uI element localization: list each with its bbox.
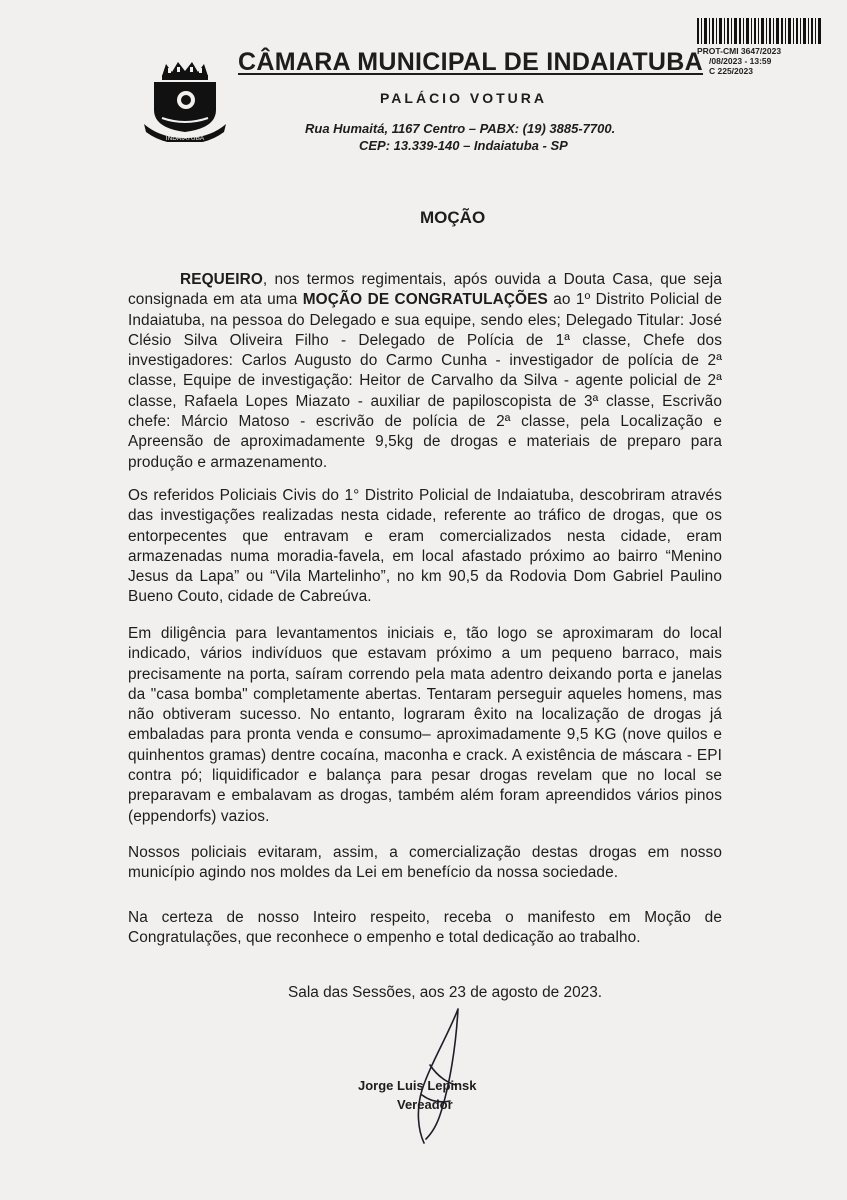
paragraph-request-text-2: ao 1º Distrito Policial de Indaiatuba, na pessoa do Delegado e sua equipe, sendo eles; Delegado Titular: José Clésio Silva Oliveira Filho - Delegado de Polícia de 1ª classe, Chefe dos investigadores: Carlos Augusto do Carmo Cunha - investigador de polícia de 2ª classe, Equipe de investigação: Heitor de Carvalho da Silva - agente policial de 2ª classe, Rafaela Lopes Miazato - auxiliar de papiloscopista de 3ª classe, Escrivão chefe: Márcio Matoso - escrivão de polícia de 2ª classe, pela Localização e Apreensão de aproximadamente 9,5kg de drogas e materiais de preparo para produção e armazenamento.: [128, 291, 722, 471]
paragraph-request: [128, 270, 722, 473]
handwritten-signature: [400, 1005, 480, 1145]
palace-name: PALÁCIO VOTURA: [380, 90, 547, 106]
paragraph-outcome: Nossos policiais evitaram, assim, a comercialização destas drogas em nosso município agindo nos moldes da Lei em benefício da nossa sociedade.: [128, 844, 722, 882]
signatory-role: Vereador: [397, 1097, 453, 1112]
protocol-number: PROT-CMI 3647/2023: [697, 46, 782, 56]
request-keyword: REQUEIRO: [180, 271, 263, 288]
city-coat-of-arms-icon: [140, 60, 230, 142]
protocol-stamp: [697, 46, 781, 76]
paragraph-request-text-1: , nos termos regimentais, após ouvida a Douta Casa, que seja consignada em ata uma: [128, 271, 722, 309]
address-line-1: Rua Humaitá, 1167 Centro – PABX: (19) 3885-7700.: [305, 121, 616, 136]
signatory-name: Jorge Luis Lepinsk: [358, 1078, 477, 1093]
crest-banner-text: INDAIATUBA: [165, 135, 205, 142]
paragraph-respect: Na certeza de nosso Inteiro respeito, receba o manifesto em Moção de Congratulações, que reconhece o empenho e total dedicação ao trabalho.: [128, 909, 722, 947]
address-line-2: CEP: 13.339-140 – Indaiatuba - SP: [359, 138, 568, 153]
institution-title: CÂMARA MUNICIPAL DE INDAIATUBA: [238, 48, 703, 76]
barcode: [697, 18, 821, 44]
protocol-datetime: /08/2023 - 13:59: [709, 56, 772, 66]
document-title: MOÇÃO: [420, 208, 486, 227]
paragraph-diligence: Em diligência para levantamentos iniciais e, tão logo se aproximaram do local indicado, vários indivíduos que estavam próximo a um pequeno barraco, mais precisamente na porta, saíram correndo pela mata adentro deixando porta e janelas da "casa bomba" completamente abertas. Tentaram perseguir aqueles homens, mas não obtiveram sucesso. No entanto, lograram êxito na localização de drogas já embaladas para pronta venda e consumo– aproximadamente 9,5 KG (nove quilos e quinhentos gramas) dentre cocaína, maconha e crack. A existência de máscara - EPI contra pó; liquidificador e balança para pesar drogas revelam que no local se preparavam e embalavam as drogas, também além foram apreendidos vários pinos (eppendorfs) vazios.: [128, 625, 722, 825]
motion-type: MOÇÃO DE CONGRATULAÇÕES: [302, 291, 548, 309]
closing-date: Sala das Sessões, aos 23 de agosto de 2023.: [288, 984, 603, 1001]
protocol-code: C 225/2023: [709, 66, 753, 76]
paragraph-investigation: Os referidos Policiais Civis do 1° Distrito Policial de Indaiatuba, descobriram através das investigações realizadas nesta cidade, referente ao tráfico de drogas, que os entorpecentes que entravam e eram comercializados nesta cidade, eram armazenadas numa moradia-favela, em local afastado próximo ao bairro “Menino Jesus da Lapa” ou “Vila Martelinho”, no km 90,5 da Rodovia Dom Gabriel Paulino Bueno Couto, cidade de Cabreúva.: [128, 487, 722, 606]
